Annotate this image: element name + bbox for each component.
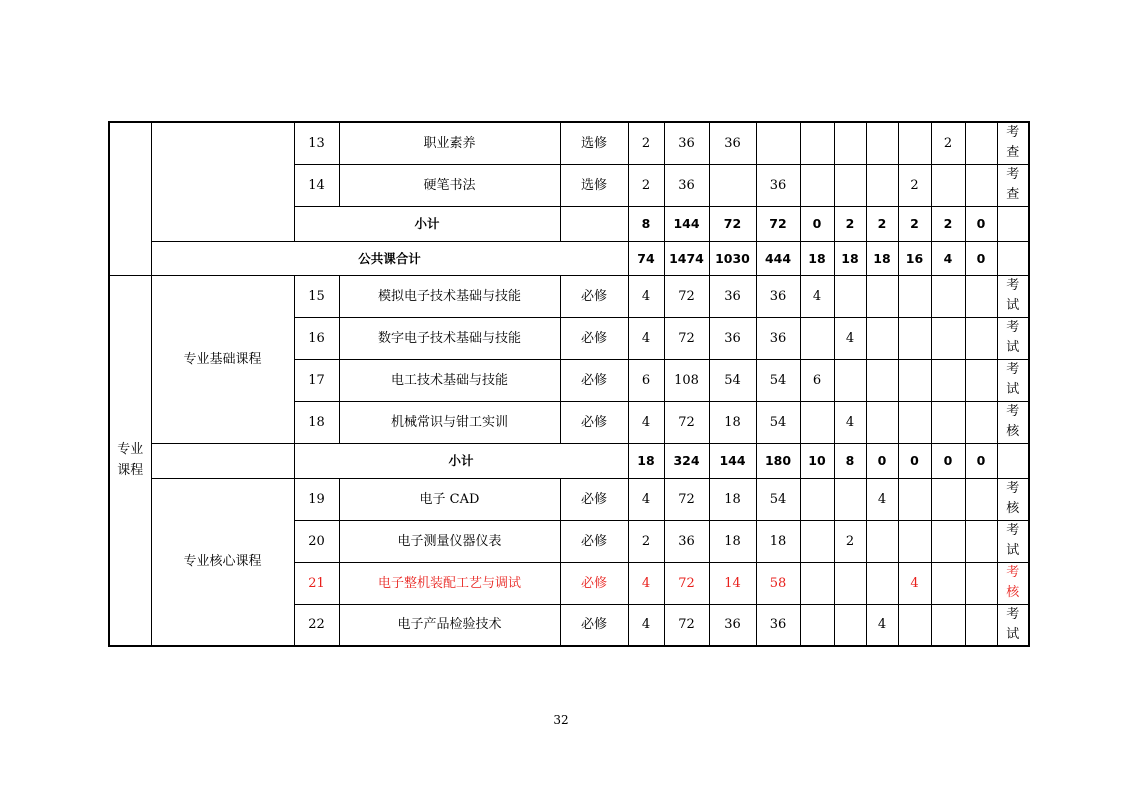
semester-2: 4 — [834, 317, 866, 359]
course-name: 电子整机装配工艺与调试 — [339, 562, 560, 604]
semester-5 — [931, 317, 965, 359]
semester-2: 2 — [834, 520, 866, 562]
course-type: 必修 — [560, 478, 628, 520]
semester-6 — [965, 562, 997, 604]
theory-hours: 18 — [709, 520, 756, 562]
total-hours: 36 — [664, 520, 709, 562]
course-no: 21 — [294, 562, 339, 604]
assessment-method: 考 核 — [997, 562, 1029, 604]
semester-6 — [965, 275, 997, 317]
credits: 4 — [628, 401, 664, 443]
practice-hours: 72 — [756, 206, 800, 241]
practice-hours — [756, 122, 800, 164]
semester-1 — [800, 520, 834, 562]
semester-4: 16 — [898, 241, 931, 275]
course-no: 17 — [294, 359, 339, 401]
credits: 2 — [628, 520, 664, 562]
credits: 2 — [628, 164, 664, 206]
empty-assess-cell — [997, 443, 1029, 478]
theory-hours: 14 — [709, 562, 756, 604]
semester-2: 2 — [834, 206, 866, 241]
practice-hours: 36 — [756, 604, 800, 646]
practice-hours: 180 — [756, 443, 800, 478]
semester-6: 0 — [965, 443, 997, 478]
semester-3: 18 — [866, 241, 898, 275]
semester-3: 0 — [866, 443, 898, 478]
group-basic-courses: 专业基础课程 — [151, 275, 294, 443]
practice-hours: 18 — [756, 520, 800, 562]
assessment-method: 考 试 — [997, 275, 1029, 317]
total-hours: 144 — [664, 206, 709, 241]
semester-4 — [898, 520, 931, 562]
semester-1 — [800, 401, 834, 443]
semester-5 — [931, 520, 965, 562]
theory-hours: 72 — [709, 206, 756, 241]
semester-1 — [800, 562, 834, 604]
practice-hours: 36 — [756, 275, 800, 317]
subtotal-label: 小计 — [294, 206, 560, 241]
semester-5: 4 — [931, 241, 965, 275]
table-row — [109, 275, 1029, 317]
semester-5 — [931, 478, 965, 520]
semester-3 — [866, 164, 898, 206]
semester-1 — [800, 122, 834, 164]
semester-6 — [965, 359, 997, 401]
semester-6 — [965, 520, 997, 562]
semester-5 — [931, 604, 965, 646]
assessment-method: 考 核 — [997, 401, 1029, 443]
semester-6 — [965, 478, 997, 520]
theory-hours: 36 — [709, 317, 756, 359]
course-schedule-table — [108, 121, 1030, 647]
course-type: 选修 — [560, 164, 628, 206]
semester-5 — [931, 275, 965, 317]
semester-4 — [898, 317, 931, 359]
total-hours: 72 — [664, 562, 709, 604]
practice-hours: 444 — [756, 241, 800, 275]
course-type: 必修 — [560, 317, 628, 359]
semester-3 — [866, 520, 898, 562]
semester-6 — [965, 317, 997, 359]
semester-6 — [965, 401, 997, 443]
table-row — [109, 122, 1029, 164]
semester-5: 2 — [931, 122, 965, 164]
course-type: 必修 — [560, 604, 628, 646]
course-type: 必修 — [560, 562, 628, 604]
semester-4 — [898, 401, 931, 443]
semester-2 — [834, 164, 866, 206]
credits: 18 — [628, 443, 664, 478]
semester-1 — [800, 317, 834, 359]
semester-4: 4 — [898, 562, 931, 604]
assessment-method: 考 试 — [997, 604, 1029, 646]
semester-4: 2 — [898, 206, 931, 241]
course-name: 机械常识与钳工实训 — [339, 401, 560, 443]
practice-hours: 54 — [756, 359, 800, 401]
theory-hours: 36 — [709, 604, 756, 646]
course-no: 13 — [294, 122, 339, 164]
assessment-method: 考 试 — [997, 520, 1029, 562]
assessment-method: 考 试 — [997, 317, 1029, 359]
total-hours: 72 — [664, 478, 709, 520]
semester-6: 0 — [965, 241, 997, 275]
semester-1 — [800, 604, 834, 646]
semester-4 — [898, 604, 931, 646]
semester-4 — [898, 359, 931, 401]
semester-5 — [931, 401, 965, 443]
semester-6 — [965, 164, 997, 206]
semester-2 — [834, 359, 866, 401]
semester-4: 2 — [898, 164, 931, 206]
semester-2 — [834, 275, 866, 317]
category-cell-public — [109, 122, 151, 275]
course-no: 20 — [294, 520, 339, 562]
total-hours: 72 — [664, 275, 709, 317]
course-type: 必修 — [560, 359, 628, 401]
semester-3 — [866, 562, 898, 604]
category-professional: 专业 课程 — [109, 275, 151, 646]
semester-5 — [931, 562, 965, 604]
course-no: 16 — [294, 317, 339, 359]
course-type: 必修 — [560, 401, 628, 443]
semester-3 — [866, 401, 898, 443]
credits: 8 — [628, 206, 664, 241]
total-hours: 72 — [664, 317, 709, 359]
theory-hours: 36 — [709, 122, 756, 164]
course-no: 14 — [294, 164, 339, 206]
group-cell-public — [151, 122, 294, 241]
semester-3 — [866, 359, 898, 401]
semester-4: 0 — [898, 443, 931, 478]
credits: 6 — [628, 359, 664, 401]
semester-3 — [866, 122, 898, 164]
theory-hours: 54 — [709, 359, 756, 401]
practice-hours: 58 — [756, 562, 800, 604]
semester-4 — [898, 478, 931, 520]
credits: 74 — [628, 241, 664, 275]
semester-1: 10 — [800, 443, 834, 478]
course-name: 电工技术基础与技能 — [339, 359, 560, 401]
semester-1 — [800, 164, 834, 206]
semester-3: 4 — [866, 604, 898, 646]
course-name: 电子 CAD — [339, 478, 560, 520]
semester-2 — [834, 478, 866, 520]
semester-3: 4 — [866, 478, 898, 520]
semester-3 — [866, 317, 898, 359]
course-name: 职业素养 — [339, 122, 560, 164]
empty-assess-cell — [997, 241, 1029, 275]
course-name: 硬笔书法 — [339, 164, 560, 206]
theory-hours: 18 — [709, 478, 756, 520]
theory-hours: 1030 — [709, 241, 756, 275]
page-number: 32 — [553, 713, 569, 727]
semester-1: 6 — [800, 359, 834, 401]
course-no: 18 — [294, 401, 339, 443]
credits: 4 — [628, 275, 664, 317]
semester-6 — [965, 122, 997, 164]
course-no: 15 — [294, 275, 339, 317]
empty-type-cell — [560, 206, 628, 241]
course-type: 必修 — [560, 275, 628, 317]
total-hours: 36 — [664, 164, 709, 206]
empty-group-cell — [151, 443, 294, 478]
assessment-method: 考 查 — [997, 122, 1029, 164]
course-no: 22 — [294, 604, 339, 646]
total-hours: 72 — [664, 604, 709, 646]
assessment-method: 考 试 — [997, 359, 1029, 401]
course-no: 19 — [294, 478, 339, 520]
semester-5 — [931, 164, 965, 206]
theory-hours — [709, 164, 756, 206]
semester-6 — [965, 604, 997, 646]
practice-hours: 54 — [756, 401, 800, 443]
public-total-row — [109, 241, 1029, 275]
course-name: 电子产品检验技术 — [339, 604, 560, 646]
group-core-courses: 专业核心课程 — [151, 478, 294, 646]
credits: 4 — [628, 478, 664, 520]
course-name: 电子测量仪器仪表 — [339, 520, 560, 562]
semester-2 — [834, 122, 866, 164]
semester-3: 2 — [866, 206, 898, 241]
semester-4 — [898, 275, 931, 317]
semester-5: 0 — [931, 443, 965, 478]
assessment-method: 考 核 — [997, 478, 1029, 520]
semester-2: 8 — [834, 443, 866, 478]
subtotal-label: 小计 — [294, 443, 628, 478]
course-name: 数字电子技术基础与技能 — [339, 317, 560, 359]
semester-1: 0 — [800, 206, 834, 241]
credits: 2 — [628, 122, 664, 164]
table-row — [109, 478, 1029, 520]
public-total-label: 公共课合计 — [151, 241, 628, 275]
practice-hours: 36 — [756, 317, 800, 359]
semester-3 — [866, 275, 898, 317]
total-hours: 108 — [664, 359, 709, 401]
semester-2: 18 — [834, 241, 866, 275]
semester-4 — [898, 122, 931, 164]
credits: 4 — [628, 604, 664, 646]
semester-2 — [834, 562, 866, 604]
theory-hours: 18 — [709, 401, 756, 443]
semester-1: 18 — [800, 241, 834, 275]
semester-1: 4 — [800, 275, 834, 317]
theory-hours: 144 — [709, 443, 756, 478]
subtotal-row — [109, 443, 1029, 478]
semester-1 — [800, 478, 834, 520]
course-name: 模拟电子技术基础与技能 — [339, 275, 560, 317]
theory-hours: 36 — [709, 275, 756, 317]
semester-5: 2 — [931, 206, 965, 241]
total-hours: 72 — [664, 401, 709, 443]
assessment-method: 考 查 — [997, 164, 1029, 206]
total-hours: 1474 — [664, 241, 709, 275]
course-type: 选修 — [560, 122, 628, 164]
course-type: 必修 — [560, 520, 628, 562]
credits: 4 — [628, 317, 664, 359]
credits: 4 — [628, 562, 664, 604]
practice-hours: 36 — [756, 164, 800, 206]
total-hours: 36 — [664, 122, 709, 164]
semester-2: 4 — [834, 401, 866, 443]
semester-6: 0 — [965, 206, 997, 241]
semester-2 — [834, 604, 866, 646]
empty-assess-cell — [997, 206, 1029, 241]
practice-hours: 54 — [756, 478, 800, 520]
total-hours: 324 — [664, 443, 709, 478]
semester-5 — [931, 359, 965, 401]
